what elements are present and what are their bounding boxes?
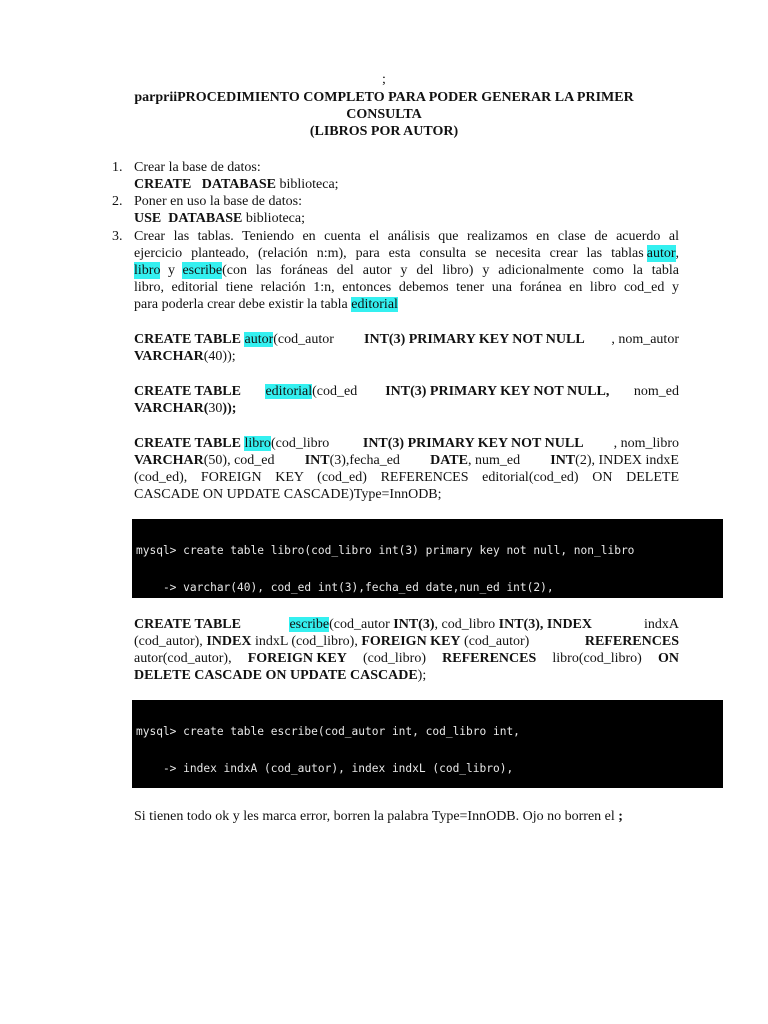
create-table-libro (134, 435, 679, 503)
create-table-escribe-line-4 (134, 667, 679, 684)
autor-column-2: , nom_autor (611, 332, 679, 347)
step-1-command-rest: biblioteca; (275, 177, 339, 192)
escribe-index-a: indxA (643, 617, 679, 632)
escribe-line-1-c: , cod_libro (434, 617, 499, 632)
create-table-libro-line-4: CASCADE ON UPDATE CASCADE)Type=InnODB; (134, 487, 442, 502)
create-table-libro-line-1 (134, 435, 679, 452)
varchar-close: )); (222, 401, 237, 416)
create-table-escribe (134, 616, 679, 684)
step-2-text: Poner en uso la base de datos: (134, 194, 302, 209)
create-table-editorial-line-1 (134, 383, 679, 400)
step-3-line-4 (134, 279, 679, 296)
foreign-key-keyword: FOREIGN KEY (361, 634, 461, 649)
editorial-column-1: (cod_ed (312, 384, 361, 399)
escribe-line-2-c: indxL (cod_libro), (251, 634, 362, 649)
create-table-escribe-line-3 (134, 650, 679, 667)
libro-line-2-d: (3),fecha_ed (329, 453, 404, 468)
create-table-libro-line-2 (134, 452, 679, 469)
terminal-line: mysql> create table escribe(cod_autor int, cod_libro int, (136, 725, 520, 739)
step-2-command-rest: biblioteca; (242, 211, 305, 226)
cascade-keyword: DELETE CASCADE ON UPDATE CASCADE (134, 668, 418, 683)
varchar-keyword: VARCHAR( (134, 401, 209, 416)
terminal-line: mysql> create table libro(cod_libro int(3) primary key not null, non_libro (136, 544, 635, 558)
footer-semicolon: ; (618, 809, 623, 824)
highlight-autor-table: autor (244, 332, 274, 347)
int-keyword: INT (304, 453, 330, 468)
escribe-line-2-e: (cod_autor) (460, 634, 533, 649)
step-2-command-keyword: USE DATABASE (134, 211, 243, 226)
references-keyword: REFERENCES (584, 634, 679, 649)
step-3-line-4-text: libro, editorial tiene relación 1:n, entonces debemos tener una foránea en libro cod_ed y (134, 280, 679, 295)
libro-primary-key: INT(3) PRIMARY KEY NOT NULL (362, 436, 584, 451)
footer-note-text: Si tienen todo ok y les marca error, borren la palabra Type=InnODB. Ojo no borren el (134, 809, 619, 824)
varchar-size: 30 (208, 401, 223, 416)
highlight-libro-table: libro (244, 436, 271, 451)
highlight-libro: libro (134, 263, 161, 278)
step-3-comma: , (675, 246, 679, 261)
create-table-editorial-line-2 (134, 400, 679, 417)
autor-column-1: (cod_autor (273, 332, 338, 347)
int-keyword-2: INT (550, 453, 576, 468)
editorial-primary-key: INT(3) PRIMARY KEY NOT NULL, (385, 384, 610, 399)
editorial-column-2: nom_ed (633, 384, 679, 399)
libro-line-2-h: (2), INDEX indxE (575, 453, 679, 468)
create-table-libro-line-3 (134, 469, 679, 486)
escribe-line-3-c: (cod_libro) (359, 651, 430, 666)
highlight-escribe: escribe (182, 263, 223, 278)
step-3-line-1 (134, 228, 679, 245)
create-table-keyword: CREATE TABLE (134, 617, 241, 632)
step-2-command (134, 210, 305, 227)
foreign-key-keyword-2: FOREIGN KEY (247, 651, 347, 666)
autor-primary-key: INT(3) PRIMARY KEY NOT NULL (364, 332, 585, 347)
on-keyword: ON (657, 651, 679, 666)
step-3-paragraph (134, 228, 679, 313)
libro-column-1: (cod_libro (270, 436, 333, 451)
libro-column-2: , nom_libro (613, 436, 679, 451)
create-table-keyword: CREATE TABLE (134, 332, 241, 347)
create-table-keyword: CREATE TABLE (134, 384, 241, 399)
step-3-y: y (164, 263, 179, 278)
highlight-escribe-table: escribe (289, 617, 330, 632)
terminal-line: -> index indxA (cod_autor), index indxL (cod_libro), (136, 762, 514, 776)
varchar-keyword: VARCHAR (134, 349, 204, 364)
escribe-line-1-a: (cod_autor (329, 617, 394, 632)
step-3-line-1-text: Crear las tablas. Teniendo en cuenta el análisis que realizamos en clase de acuerdo al (134, 229, 679, 244)
create-table-escribe-line-2 (134, 633, 679, 650)
title-line-3: (LIBROS POR AUTOR) (309, 124, 459, 139)
footer-note (134, 808, 623, 825)
create-table-keyword: CREATE TABLE (134, 436, 241, 451)
highlight-autor: autor (646, 246, 676, 261)
step-3-number: 3. (112, 229, 123, 244)
step-1-command (134, 176, 339, 193)
title-line-1: parpriiPROCEDIMIENTO COMPLETO PARA PODER GENERAR LA PRIMER (134, 90, 634, 105)
escribe-close: ); (417, 668, 427, 683)
create-table-autor-line-1 (134, 331, 679, 348)
step-3-line-3-text: (con las foráneas del autor y del libro) y adicionalmente como la tabla (222, 263, 679, 278)
index-keyword-2: INDEX (206, 634, 252, 649)
step-3-line-5-text: para poderla crear debe existir la tabla (134, 297, 352, 312)
escribe-line-3-e: libro(cod_libro) (548, 651, 646, 666)
varchar-size: (40)); (203, 349, 236, 364)
escribe-line-3-a: autor(cod_autor), (134, 651, 236, 666)
top-semicolon: ; (382, 72, 386, 87)
highlight-editorial: editorial (351, 297, 398, 312)
create-table-escribe-line-1 (134, 616, 679, 633)
libro-line-3-text: (cod_ed), FOREIGN KEY (cod_ed) REFERENCES editorial(cod_ed) ON DELETE (134, 470, 679, 485)
step-3-line-2-text: ejercicio planteado, (relación n:m), para esta consulta se necesita crear las tablas (134, 246, 644, 261)
step-3-line-2 (134, 245, 679, 262)
create-table-editorial (134, 383, 679, 417)
index-keyword: INDEX (543, 617, 596, 632)
step-1-command-keyword: CREATE DATABASE (134, 177, 276, 192)
escribe-line-2-a: (cod_autor), (134, 634, 207, 649)
terminal-screenshot-escribe (132, 700, 723, 788)
date-keyword: DATE (430, 453, 468, 468)
terminal-line: -> varchar(40), cod_ed int(3),fecha_ed date,nun_ed int(2), (136, 581, 554, 595)
int-keyword-2: INT(3), (498, 617, 544, 632)
libro-line-2-f: , num_ed (467, 453, 524, 468)
int-keyword: INT(3) (393, 617, 435, 632)
step-2-number: 2. (112, 194, 123, 209)
terminal-screenshot-libro (132, 519, 723, 598)
step-1-text: Crear la base de datos: (134, 160, 261, 175)
step-3-line-5 (134, 296, 679, 313)
highlight-editorial-table: editorial (265, 384, 313, 399)
title-line-2: CONSULTA (346, 107, 422, 122)
step-1-number: 1. (112, 160, 123, 175)
libro-line-2-b: (50), cod_ed (203, 453, 279, 468)
varchar-keyword: VARCHAR (134, 453, 204, 468)
create-table-autor-line-2 (134, 348, 679, 365)
references-keyword-2: REFERENCES (442, 651, 537, 666)
step-3-line-3 (134, 262, 679, 279)
create-table-autor (134, 331, 679, 365)
